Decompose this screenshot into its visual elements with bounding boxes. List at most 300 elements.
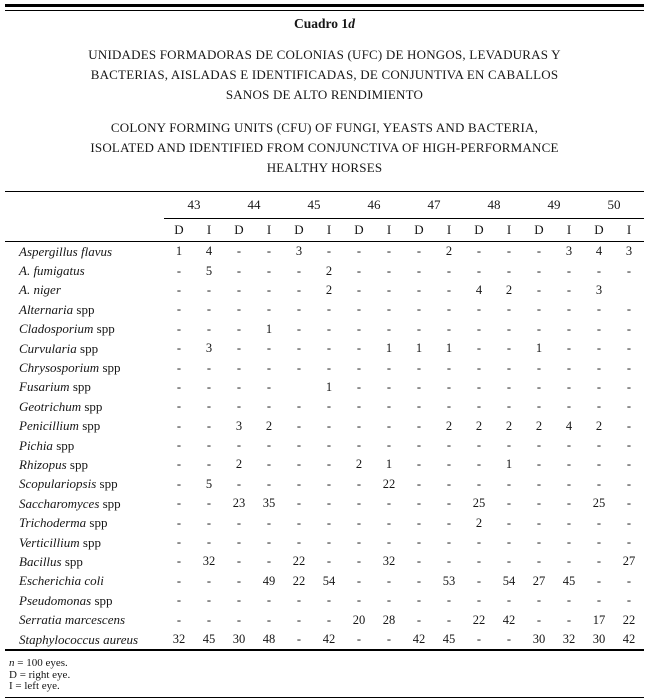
cfu-value-cell: - bbox=[356, 573, 362, 588]
cfu-value-cell: 17 bbox=[592, 612, 606, 627]
cfu-value-cell: - bbox=[566, 593, 572, 608]
eye-subheader-47-I: I bbox=[434, 219, 464, 242]
organism-name bbox=[5, 436, 164, 455]
horse-col-header-44: 44 bbox=[224, 192, 284, 219]
cfu-value-cell: - bbox=[236, 535, 242, 550]
cfu-value-cell: - bbox=[416, 418, 422, 433]
cfu-value-cell: - bbox=[566, 379, 572, 394]
cfu-value-cell: - bbox=[176, 476, 182, 491]
cfu-value-cell: - bbox=[266, 399, 272, 414]
organism-name bbox=[5, 552, 164, 571]
organism-name-roman: spp bbox=[99, 360, 121, 376]
cfu-value-cell: 1 bbox=[325, 379, 333, 394]
cfu-value-cell: - bbox=[206, 438, 212, 453]
cfu-value-cell: - bbox=[266, 457, 272, 472]
cfu-value-cell: 28 bbox=[382, 612, 396, 627]
cfu-value-cell: - bbox=[266, 438, 272, 453]
cfu-value-cell: - bbox=[356, 379, 362, 394]
table-row bbox=[5, 552, 644, 571]
cfu-value-cell: - bbox=[296, 418, 302, 433]
cfu-value-cell: - bbox=[266, 379, 272, 394]
cfu-value-cell: - bbox=[326, 341, 332, 356]
cfu-value-cell: - bbox=[266, 612, 272, 627]
cfu-value-cell: - bbox=[506, 496, 512, 511]
cfu-value-cell: - bbox=[266, 341, 272, 356]
cfu-value-cell: 42 bbox=[622, 632, 636, 646]
cfu-value-cell: - bbox=[326, 457, 332, 472]
footnote-n-text: = 100 eyes. bbox=[14, 657, 68, 670]
cfu-value-cell: - bbox=[446, 593, 452, 608]
eye-subheader-49-I: I bbox=[554, 219, 584, 242]
cfu-value-cell: - bbox=[236, 612, 242, 627]
cfu-table bbox=[5, 191, 644, 651]
cfu-value-cell bbox=[614, 281, 644, 300]
cfu-value-cell: - bbox=[356, 593, 362, 608]
cfu-value-cell: - bbox=[566, 457, 572, 472]
cfu-value-cell bbox=[284, 378, 314, 397]
table-row bbox=[5, 378, 644, 397]
organism-name bbox=[5, 242, 164, 262]
table-row bbox=[5, 417, 644, 436]
eye-subheader-50-I: I bbox=[614, 219, 644, 242]
cfu-value-cell: - bbox=[356, 360, 362, 375]
organism-name bbox=[5, 378, 164, 397]
cfu-value-cell: - bbox=[326, 360, 332, 375]
cfu-value-cell: - bbox=[206, 535, 212, 550]
cfu-value-cell: - bbox=[296, 321, 302, 336]
title-english bbox=[5, 118, 644, 178]
cfu-value-cell: 2 bbox=[475, 515, 483, 530]
cfu-value-cell: - bbox=[536, 535, 542, 550]
eye-subheader-45-D: D bbox=[284, 219, 314, 242]
cfu-value-cell: - bbox=[446, 476, 452, 491]
cfu-value-cell: - bbox=[626, 302, 632, 317]
cfu-value-cell: - bbox=[176, 573, 182, 588]
cfu-value-cell: - bbox=[626, 457, 632, 472]
cfu-value-cell: - bbox=[596, 263, 602, 278]
cfu-value-cell: - bbox=[536, 593, 542, 608]
cfu-value-cell: - bbox=[566, 554, 572, 569]
cfu-value-cell: - bbox=[566, 515, 572, 530]
cfu-value-cell: - bbox=[296, 496, 302, 511]
cfu-value-cell: - bbox=[596, 593, 602, 608]
cfu-value-cell: - bbox=[236, 554, 242, 569]
footnotes bbox=[9, 658, 644, 693]
cfu-value-cell: 53 bbox=[442, 573, 456, 588]
organism-name-roman: spp bbox=[79, 534, 101, 550]
cfu-value-cell: - bbox=[236, 476, 242, 491]
cfu-value-cell: - bbox=[416, 593, 422, 608]
cfu-value-cell: 1 bbox=[265, 321, 273, 336]
footnote-n-symbol: n bbox=[9, 657, 15, 670]
cfu-value-cell: - bbox=[326, 321, 332, 336]
organism-name bbox=[5, 261, 164, 280]
cfu-value-cell: - bbox=[566, 496, 572, 511]
cfu-value-cell: - bbox=[626, 263, 632, 278]
cfu-value-cell: 3 bbox=[235, 418, 243, 433]
organism-name-roman: spp bbox=[69, 379, 91, 395]
horse-col-header-47: 47 bbox=[404, 192, 464, 219]
cfu-value-cell: - bbox=[626, 418, 632, 433]
cfu-value-cell: 3 bbox=[595, 282, 603, 297]
title-spanish-line-2: BACTERIAS, AISLADAS E IDENTIFICADAS, DE CONJUNTIVA EN CABALLOS bbox=[90, 67, 559, 82]
cfu-value-cell: - bbox=[236, 573, 242, 588]
cfu-value-cell: - bbox=[176, 341, 182, 356]
cfu-value-cell: - bbox=[356, 302, 362, 317]
cfu-value-cell: - bbox=[326, 554, 332, 569]
cfu-value-cell: - bbox=[266, 263, 272, 278]
organism-name-roman: spp bbox=[99, 495, 121, 511]
cfu-value-cell: - bbox=[506, 554, 512, 569]
cfu-value-cell: - bbox=[386, 515, 392, 530]
organism-name-italic: Curvularia bbox=[19, 340, 77, 356]
title-spanish-line-1: UNIDADES FORMADORAS DE COLONIAS (UFC) DE HONGOS, LEVADURAS Y bbox=[88, 47, 561, 62]
organism-name bbox=[5, 591, 164, 610]
organism-name-italic: Geotrichum bbox=[19, 398, 82, 414]
cfu-value-cell: - bbox=[416, 476, 422, 491]
eye-subheader-44-I: I bbox=[254, 219, 284, 242]
cfu-value-cell: - bbox=[416, 457, 422, 472]
organism-name-italic: Scopulariopsis bbox=[19, 476, 97, 492]
organism-name bbox=[5, 358, 164, 377]
table-row bbox=[5, 320, 644, 339]
organism-name-italic: Bacillus bbox=[19, 553, 62, 569]
cfu-value-cell: - bbox=[476, 476, 482, 491]
top-double-rule bbox=[5, 4, 644, 11]
cfu-value-cell: - bbox=[326, 476, 332, 491]
cfu-value-cell: - bbox=[386, 632, 392, 646]
cfu-value-cell: 42 bbox=[412, 632, 426, 646]
cfu-value-cell: - bbox=[566, 302, 572, 317]
cfu-value-cell: - bbox=[326, 438, 332, 453]
cfu-value-cell: 22 bbox=[292, 573, 306, 588]
organism-name-italic: Serratia marcescens bbox=[19, 612, 126, 628]
horse-col-header-43: 43 bbox=[164, 192, 224, 219]
cfu-value-cell: - bbox=[626, 321, 632, 336]
cfu-value-cell: - bbox=[326, 515, 332, 530]
cfu-value-cell: - bbox=[176, 360, 182, 375]
organism-name-italic: Staphylococcus aureus bbox=[19, 631, 139, 647]
cfu-value-cell: - bbox=[236, 341, 242, 356]
cfu-value-cell: - bbox=[506, 321, 512, 336]
title-english-line-2: ISOLATED AND IDENTIFIED FROM CONJUNCTIVA OF HIGH-PERFORMANCE bbox=[90, 140, 559, 155]
cfu-value-cell: - bbox=[356, 244, 362, 259]
eye-subheader-48-I: I bbox=[494, 219, 524, 242]
organism-name bbox=[5, 572, 164, 591]
organism-name-italic: Fusarium bbox=[19, 379, 70, 395]
cfu-value-cell: - bbox=[206, 321, 212, 336]
cfu-value-cell: - bbox=[296, 399, 302, 414]
organism-name-italic: Pseudomonas bbox=[19, 592, 92, 608]
cfu-value-cell: - bbox=[446, 496, 452, 511]
eye-subheader-46-D: D bbox=[344, 219, 374, 242]
cfu-value-cell: - bbox=[596, 515, 602, 530]
cfu-value-cell: - bbox=[446, 399, 452, 414]
cfu-value-cell: - bbox=[506, 438, 512, 453]
cfu-value-cell: 5 bbox=[205, 476, 213, 491]
cfu-value-cell: - bbox=[296, 457, 302, 472]
cfu-value-cell: - bbox=[236, 593, 242, 608]
cfu-value-cell: - bbox=[446, 457, 452, 472]
cfu-value-cell: 2 bbox=[505, 418, 513, 433]
cfu-value-cell: - bbox=[416, 244, 422, 259]
cfu-value-cell: - bbox=[626, 438, 632, 453]
cfu-value-cell: 54 bbox=[502, 573, 516, 588]
cfu-value-cell: - bbox=[566, 438, 572, 453]
cfu-value-cell: 2 bbox=[325, 263, 333, 278]
cfu-value-cell: - bbox=[416, 379, 422, 394]
cfu-value-cell: - bbox=[476, 360, 482, 375]
organism-name bbox=[5, 397, 164, 416]
cfu-value-cell: - bbox=[386, 438, 392, 453]
horse-col-header-49: 49 bbox=[524, 192, 584, 219]
organism-name bbox=[5, 417, 164, 436]
cfu-value-cell: - bbox=[206, 379, 212, 394]
cfu-value-cell: 2 bbox=[325, 282, 333, 297]
organism-name bbox=[5, 533, 164, 552]
organism-name-roman: spp bbox=[78, 418, 101, 434]
cfu-value-cell: - bbox=[476, 263, 482, 278]
cfu-value-cell: - bbox=[506, 632, 512, 646]
eye-subheader-50-D: D bbox=[584, 219, 614, 242]
cfu-value-cell: - bbox=[476, 244, 482, 259]
cfu-value-cell: - bbox=[326, 418, 332, 433]
organism-name-italic: Alternaria bbox=[19, 301, 74, 317]
cfu-value-cell: - bbox=[266, 360, 272, 375]
cfu-value-cell: 25 bbox=[472, 496, 486, 511]
cfu-value-cell: - bbox=[206, 418, 212, 433]
cfu-value-cell: - bbox=[566, 612, 572, 627]
cfu-value-cell: - bbox=[386, 321, 392, 336]
cfu-value-cell: - bbox=[626, 515, 632, 530]
cfu-value-cell: - bbox=[506, 476, 512, 491]
cfu-value-cell: - bbox=[356, 282, 362, 297]
cfu-value-cell: - bbox=[566, 476, 572, 491]
cfu-value-cell: - bbox=[326, 496, 332, 511]
caption-label: Cuadro 1 bbox=[294, 16, 349, 31]
cfu-value-cell: - bbox=[296, 263, 302, 278]
cfu-value-cell: - bbox=[266, 554, 272, 569]
cfu-value-cell: - bbox=[536, 263, 542, 278]
cfu-value-cell: 45 bbox=[442, 632, 456, 646]
cfu-value-cell: 22 bbox=[292, 554, 306, 569]
cfu-value-cell: - bbox=[206, 573, 212, 588]
table-row bbox=[5, 494, 644, 513]
cfu-value-cell: - bbox=[596, 573, 602, 588]
cfu-value-cell: - bbox=[626, 573, 632, 588]
cfu-value-cell: - bbox=[386, 263, 392, 278]
cfu-value-cell: 2 bbox=[355, 457, 363, 472]
cfu-value-cell: - bbox=[236, 302, 242, 317]
cfu-value-cell: - bbox=[176, 379, 182, 394]
cfu-value-cell: 45 bbox=[202, 632, 216, 646]
cfu-value-cell: - bbox=[296, 612, 302, 627]
cfu-value-cell: 1 bbox=[385, 341, 393, 356]
cfu-value-cell: - bbox=[176, 593, 182, 608]
cfu-value-cell: - bbox=[386, 302, 392, 317]
cfu-value-cell: - bbox=[206, 282, 212, 297]
cfu-value-cell: - bbox=[416, 438, 422, 453]
title-spanish bbox=[5, 45, 644, 105]
table-row bbox=[5, 455, 644, 474]
cfu-value-cell: - bbox=[446, 282, 452, 297]
cfu-value-cell: - bbox=[386, 573, 392, 588]
eye-subheader-45-I: I bbox=[314, 219, 344, 242]
cfu-value-cell: - bbox=[206, 360, 212, 375]
table-row bbox=[5, 339, 644, 358]
organism-name bbox=[5, 630, 164, 650]
cfu-value-cell: 4 bbox=[595, 244, 603, 259]
title-english-line-1: COLONY FORMING UNITS (CFU) OF FUNGI, YEASTS AND BACTERIA, bbox=[110, 120, 539, 135]
cfu-value-cell: - bbox=[206, 515, 212, 530]
cfu-value-cell: 23 bbox=[232, 496, 246, 511]
cfu-value-cell: - bbox=[176, 302, 182, 317]
cfu-value-cell: 32 bbox=[562, 632, 576, 646]
cfu-value-cell: 42 bbox=[502, 612, 516, 627]
organism-name bbox=[5, 494, 164, 513]
title-english-line-3: HEALTHY HORSES bbox=[266, 160, 383, 175]
cfu-value-cell: - bbox=[476, 321, 482, 336]
cfu-value-cell: - bbox=[326, 535, 332, 550]
cfu-value-cell: - bbox=[356, 418, 362, 433]
cfu-value-cell: 22 bbox=[622, 612, 636, 627]
cfu-value-cell: 4 bbox=[565, 418, 573, 433]
cfu-value-cell: 45 bbox=[562, 573, 576, 588]
table-row bbox=[5, 358, 644, 377]
cfu-value-cell: - bbox=[446, 321, 452, 336]
footnote-i: I = left eye. bbox=[9, 680, 60, 693]
cfu-value-cell: 3 bbox=[205, 341, 213, 356]
cfu-value-cell: - bbox=[386, 535, 392, 550]
cfu-value-cell: - bbox=[566, 263, 572, 278]
cfu-value-cell: 22 bbox=[472, 612, 486, 627]
cfu-value-cell: 25 bbox=[592, 496, 606, 511]
cfu-value-cell: - bbox=[296, 535, 302, 550]
cfu-value-cell: - bbox=[566, 399, 572, 414]
table-row bbox=[5, 436, 644, 455]
cfu-value-cell: - bbox=[386, 399, 392, 414]
organism-name-roman: spp bbox=[93, 321, 115, 337]
organism-name-roman: spp bbox=[96, 476, 118, 492]
eye-subheader-47-D: D bbox=[404, 219, 434, 242]
cfu-value-cell: - bbox=[236, 244, 242, 259]
organism-name bbox=[5, 610, 164, 629]
cfu-value-cell: - bbox=[446, 379, 452, 394]
organism-name-italic: A. fumigatus bbox=[19, 263, 85, 279]
cfu-value-cell: - bbox=[536, 554, 542, 569]
organism-name-roman: spp bbox=[61, 553, 83, 569]
cfu-value-cell: - bbox=[356, 476, 362, 491]
cfu-value-cell: - bbox=[236, 263, 242, 278]
organism-name-italic: Verticillium bbox=[19, 534, 80, 550]
cfu-value-cell: - bbox=[446, 612, 452, 627]
cfu-value-cell: - bbox=[536, 282, 542, 297]
cfu-value-cell: - bbox=[176, 418, 182, 433]
eye-subheader-43-D: D bbox=[164, 219, 194, 242]
cfu-value-cell: 1 bbox=[445, 341, 453, 356]
cfu-value-cell: - bbox=[416, 302, 422, 317]
cfu-value-cell: - bbox=[446, 263, 452, 278]
corner-cell bbox=[5, 192, 164, 219]
cfu-value-cell: - bbox=[416, 321, 422, 336]
cfu-value-cell: - bbox=[476, 535, 482, 550]
cfu-value-cell: - bbox=[506, 263, 512, 278]
cfu-value-cell: - bbox=[176, 282, 182, 297]
cfu-value-cell: - bbox=[626, 399, 632, 414]
cfu-value-cell: - bbox=[236, 399, 242, 414]
cfu-value-cell: - bbox=[566, 535, 572, 550]
cfu-value-cell: - bbox=[506, 515, 512, 530]
organism-name-italic: Cladosporium bbox=[19, 321, 94, 337]
cfu-value-cell: - bbox=[566, 360, 572, 375]
cfu-value-cell: - bbox=[596, 535, 602, 550]
title-spanish-line-3: SANOS DE ALTO RENDIMIENTO bbox=[225, 87, 424, 102]
cfu-value-cell: - bbox=[356, 496, 362, 511]
organism-name-roman: spp bbox=[81, 398, 103, 414]
caption-suffix: d bbox=[348, 16, 355, 31]
cfu-value-cell: - bbox=[356, 321, 362, 336]
cfu-value-cell: 3 bbox=[295, 244, 303, 259]
cfu-value-cell: - bbox=[416, 282, 422, 297]
cfu-value-cell: - bbox=[326, 612, 332, 627]
cfu-value-cell: 20 bbox=[352, 612, 366, 627]
table-row bbox=[5, 300, 644, 319]
table-row bbox=[5, 630, 644, 650]
organism-name-roman: spp bbox=[66, 456, 88, 472]
cfu-value-cell: 3 bbox=[565, 244, 573, 259]
cfu-value-cell: - bbox=[266, 244, 272, 259]
cfu-value-cell: 2 bbox=[505, 282, 513, 297]
cfu-value-cell: - bbox=[236, 515, 242, 530]
cfu-value-cell: - bbox=[236, 360, 242, 375]
organism-name bbox=[5, 281, 164, 300]
cfu-value-cell: - bbox=[416, 554, 422, 569]
cfu-value-cell: - bbox=[296, 515, 302, 530]
cfu-value-cell: - bbox=[386, 418, 392, 433]
table-caption bbox=[5, 16, 644, 32]
organism-name-italic: Aspergillus flavus bbox=[19, 243, 113, 259]
cfu-value-cell: - bbox=[536, 302, 542, 317]
cfu-value-cell: - bbox=[266, 535, 272, 550]
cfu-value-cell: 42 bbox=[322, 632, 336, 646]
organism-name-roman: spp bbox=[52, 437, 75, 453]
cfu-value-cell: 1 bbox=[175, 244, 183, 259]
cfu-value-cell: - bbox=[206, 496, 212, 511]
cfu-value-cell: 32 bbox=[202, 554, 216, 569]
cfu-value-cell: - bbox=[596, 302, 602, 317]
cfu-value-cell: - bbox=[536, 321, 542, 336]
cfu-value-cell: - bbox=[476, 457, 482, 472]
table-row bbox=[5, 610, 644, 629]
cfu-value-cell: 30 bbox=[532, 632, 546, 646]
cfu-value-cell: 3 bbox=[625, 244, 633, 259]
cfu-value-cell: - bbox=[266, 476, 272, 491]
cfu-value-cell: 30 bbox=[592, 632, 606, 646]
cfu-value-cell: - bbox=[296, 282, 302, 297]
cfu-value-cell: - bbox=[476, 399, 482, 414]
table-row bbox=[5, 281, 644, 300]
cfu-value-cell: - bbox=[356, 515, 362, 530]
cfu-value-cell: 4 bbox=[205, 244, 213, 259]
cfu-value-cell: - bbox=[356, 438, 362, 453]
cfu-value-cell: - bbox=[296, 438, 302, 453]
cfu-value-cell: - bbox=[506, 535, 512, 550]
cfu-value-cell: - bbox=[176, 438, 182, 453]
cfu-value-cell: - bbox=[626, 535, 632, 550]
table-row bbox=[5, 242, 644, 262]
cfu-value-cell: - bbox=[266, 515, 272, 530]
cfu-value-cell: - bbox=[356, 554, 362, 569]
